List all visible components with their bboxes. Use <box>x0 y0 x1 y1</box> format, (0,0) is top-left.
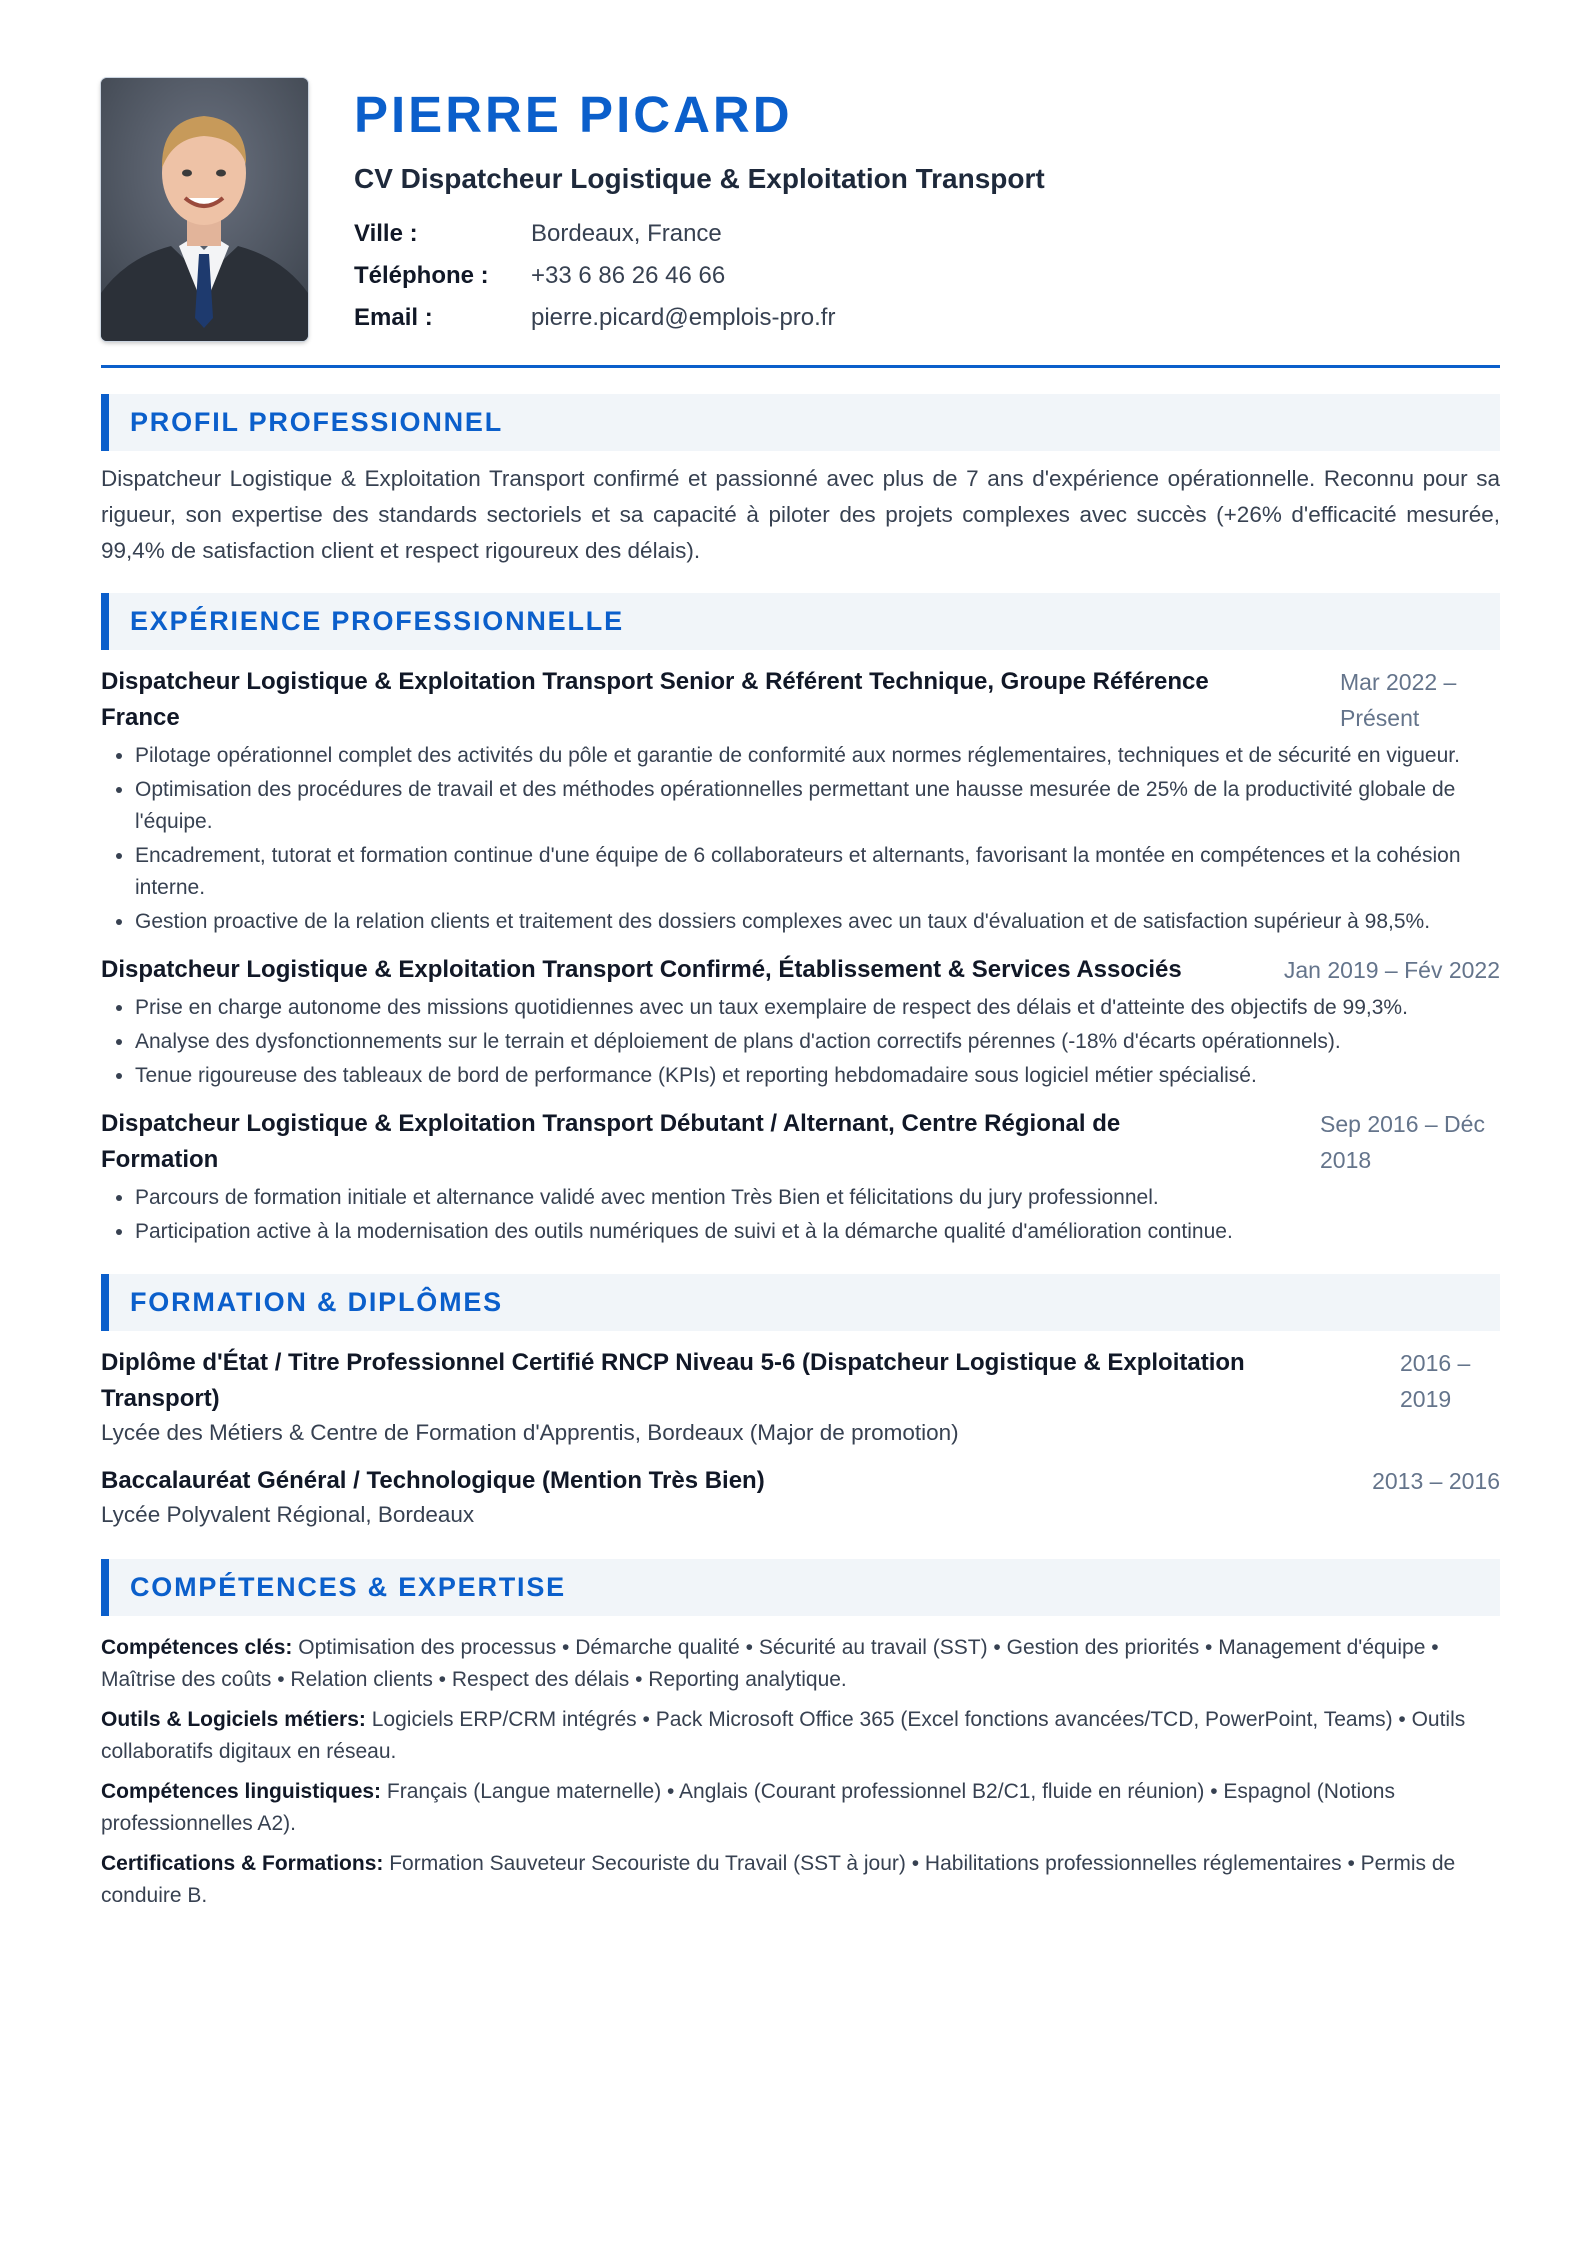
job-title: Dispatcheur Logistique & Exploitation Transport Confirmé, Établissement & Services Associés <box>101 956 1182 983</box>
skill-line <box>101 1632 1500 1696</box>
job-bullet: • Prise en charge autonome des missions quotidiennes avec un taux exemplaire de respect des délais et d'atteinte des objectifs de 99,3%. <box>135 992 1500 1024</box>
job-bullet: • Encadrement, tutorat et formation continue d'une équipe de 6 collaborateurs et alternants, favorisant la montée en compétences et la cohésion interne. <box>135 840 1500 904</box>
job-bullet: • Participation active à la modernisation des outils numériques de suivi et à la démarche qualité d'amélioration continue. <box>135 1216 1500 1248</box>
job-bullets <box>101 740 1500 938</box>
job-bullets <box>101 992 1500 1092</box>
job-bullet: • Optimisation des procédures de travail et des méthodes opérationnelles permettant une hausse mesurée de 25% de la productivité globale de l'équipe. <box>135 774 1500 838</box>
contact-city <box>354 213 1500 255</box>
contact-value: +33 6 86 26 46 66 <box>531 262 726 289</box>
education-item <box>101 1463 1500 1531</box>
skill-text: Optimisation des processus • Démarche qualité • Sécurité au travail (SST) • Gestion des priorités • Management d'équipe • Maîtrise des coûts • Relation clients • Respect des délais • Reporting analytique. <box>101 1636 1439 1691</box>
contact-value: pierre.picard@emplois-pro.fr <box>531 304 836 331</box>
job-title: Dispatcheur Logistique & Exploitation Transport Senior & Référent Technique, Groupe Référence France <box>101 668 1209 731</box>
skill-line <box>101 1776 1500 1840</box>
degree-school: Lycée Polyvalent Régional, Bordeaux <box>101 1502 475 1527</box>
skill-label: Compétences clés: <box>101 1636 293 1659</box>
job-title: Dispatcheur Logistique & Exploitation Transport Débutant / Alternant, Centre Régional de Formation <box>101 1110 1121 1173</box>
profile-text: Dispatcheur Logistique & Exploitation Transport confirmé et passionné avec plus de 7 ans d'expérience opérationnelle. Reconnu pour sa rigueur, son expertise des standards sectoriels et sa capacité à piloter des projets complexes avec succès (+26% d'efficacité mesurée, 99,4% de satisfaction client et respect rigoureux des délais). <box>101 466 1500 563</box>
degree-date: 2016 – 2019 <box>1400 1350 1471 1412</box>
skill-label: Outils & Logiciels métiers: <box>101 1708 366 1731</box>
skills-list <box>101 1632 1500 1912</box>
skill-line <box>101 1848 1500 1912</box>
contact-label: Email : <box>354 304 433 331</box>
contact-list <box>354 213 1500 339</box>
contact-email <box>354 297 1500 339</box>
education-item <box>101 1345 1500 1449</box>
job-bullet: • Gestion proactive de la relation clients et traitement des dossiers complexes avec un taux d'évaluation et de satisfaction supérieur à 98,5%. <box>135 906 1500 938</box>
job-bullet: • Parcours de formation initiale et alternance validé avec mention Très Bien et félicitations du jury professionnel. <box>135 1182 1500 1214</box>
profile-photo <box>101 78 308 341</box>
degree-school: Lycée des Métiers & Centre de Formation d'Apprentis, Bordeaux (Major de promotion) <box>101 1420 959 1445</box>
header-divider <box>101 365 1500 368</box>
job-date: Mar 2022 – Présent <box>1340 669 1457 731</box>
skill-text: Logiciels ERP/CRM intégrés • Pack Microsoft Office 365 (Excel fonctions avancées/TCD, PowerPoint, Teams) • Outils collaboratifs digitaux en réseau. <box>101 1708 1466 1763</box>
contact-label: Ville : <box>354 220 418 247</box>
skill-label: Compétences linguistiques: <box>101 1780 382 1803</box>
contact-phone <box>354 255 1500 297</box>
contact-label: Téléphone : <box>354 262 489 289</box>
resume-header <box>101 78 1500 341</box>
section-heading-experience: EXPÉRIENCE PROFESSIONNELLE <box>101 593 1500 650</box>
experience-item <box>101 664 1500 938</box>
cv-subtitle: CV Dispatcheur Logistique & Exploitation Transport <box>354 163 1045 194</box>
experience-item <box>101 1106 1500 1248</box>
experience-item <box>101 952 1500 1092</box>
section-heading-skills: COMPÉTENCES & EXPERTISE <box>101 1559 1500 1616</box>
section-heading-profile: PROFIL PROFESSIONNEL <box>101 394 1500 451</box>
skill-text: Français (Langue maternelle) • Anglais (Courant professionnel B2/C1, fluide en réunion) • Espagnol (Notions professionnelles A2). <box>101 1780 1395 1835</box>
skill-label: Certifications & Formations: <box>101 1852 384 1875</box>
job-date: Jan 2019 – Fév 2022 <box>1283 957 1500 983</box>
job-bullet: • Analyse des dysfonctionnements sur le terrain et déploiement de plans d'action correctifs pérennes (-18% d'écarts opérationnels). <box>135 1026 1500 1058</box>
job-bullets <box>101 1182 1500 1248</box>
degree-title: Diplôme d'État / Titre Professionnel Certifié RNCP Niveau 5-6 (Dispatcheur Logistique & Exploitation Transport) <box>101 1349 1245 1412</box>
job-date: Sep 2016 – Déc 2018 <box>1320 1111 1485 1173</box>
job-bullet: • Tenue rigoureuse des tableaux de bord de performance (KPIs) et reporting hebdomadaire sous logiciel métier spécialisé. <box>135 1060 1500 1092</box>
degree-title: Baccalauréat Général / Technologique (Mention Très Bien) <box>101 1467 765 1494</box>
header-text <box>354 78 1500 339</box>
degree-date: 2013 – 2016 <box>1372 1468 1500 1494</box>
section-heading-education: FORMATION & DIPLÔMES <box>101 1274 1500 1331</box>
skill-line <box>101 1704 1500 1768</box>
skill-text: Formation Sauveteur Secouriste du Travail (SST à jour) • Habilitations professionnelles réglementaires • Permis de conduire B. <box>101 1852 1456 1907</box>
contact-value: Bordeaux, France <box>531 220 722 247</box>
job-bullet: • Pilotage opérationnel complet des activités du pôle et garantie de conformité aux normes réglementaires, techniques et de sécurité en vigueur. <box>135 740 1500 772</box>
candidate-name: PIERRE PICARD <box>354 86 793 143</box>
